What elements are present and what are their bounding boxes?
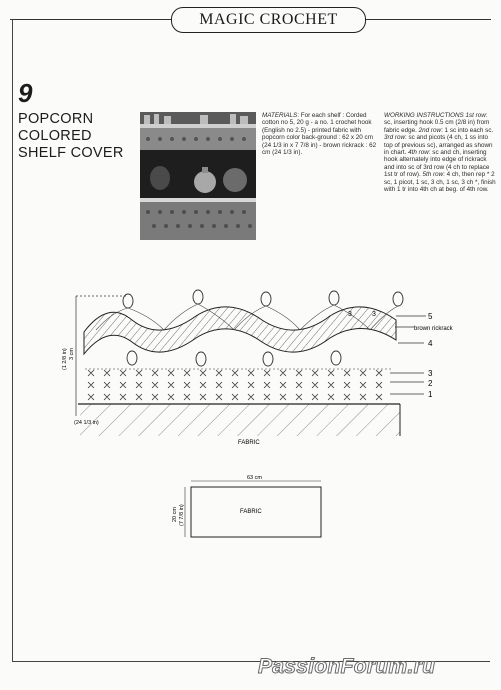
title-line: SHELF COVER bbox=[18, 145, 124, 161]
height-label-in: (1 2/8 in) bbox=[62, 348, 68, 370]
row-text: : 4 ch, then rep * 2 sc, 1 picot, 1 sc, 3 ch, 1 sc, 3 ch *, finish with 1 tr into 4th ch at beg. of 4th row. bbox=[384, 171, 496, 194]
row-number-2: 2 bbox=[428, 379, 433, 388]
row-text: : sc and ch, inserting hook alternately into edge of rickrack and into sc of 3rd row (4 ch to replace 1st tr of row). bbox=[384, 149, 490, 179]
title-line: POPCORN bbox=[18, 111, 94, 127]
row-label: 5th row bbox=[422, 171, 444, 179]
height-label-cm: 3 cm bbox=[69, 348, 75, 360]
row-number-3: 3 bbox=[428, 369, 433, 378]
row-number-4: 4 bbox=[428, 339, 433, 348]
row-number-1: 1 bbox=[428, 390, 433, 399]
row-number-5: 5 bbox=[428, 312, 433, 321]
picot-row5 bbox=[123, 290, 403, 308]
title-line: COLORED bbox=[18, 128, 92, 144]
fabric-height-in: (7 7/8 in) bbox=[179, 504, 185, 526]
row-label: 3rd row bbox=[384, 134, 405, 142]
chart-fabric-label: FABRIC bbox=[238, 440, 260, 446]
instructions-label: WORKING INSTRUCTIONS bbox=[384, 112, 464, 119]
row-text: : sc, inserting hook 0.5 cm (2/8 in) from fabric edge. bbox=[384, 112, 490, 134]
row-label: 4th row bbox=[408, 149, 429, 157]
row-3-label-right: 3 bbox=[372, 311, 376, 318]
header-title: MAGIC CROCHET bbox=[199, 11, 338, 28]
pattern-number: 9 bbox=[18, 78, 33, 108]
materials-body: : For each shelf : Corded cotton no 5, 20 g - a no. 1 crochet hook (English no 2.5) - printed fabric with popcorn color back-ground : 62 x 20 cm (24 1/3 in x 7 7/8 in) - brown rickrack : 62 cm (24 1/3 in). bbox=[262, 112, 377, 157]
sc-rows bbox=[88, 370, 382, 400]
watermark: PassionForum.ru bbox=[258, 655, 436, 678]
fabric-hatch bbox=[80, 404, 400, 436]
materials-label: MATERIALS bbox=[262, 112, 298, 119]
rickrack-label: brown rickrack bbox=[414, 326, 453, 332]
row-text: : sc and picots (4 ch, 1 ss into top of previous sc), arranged as shown in chart. bbox=[384, 134, 493, 157]
width-label: (24 1/3 in) bbox=[74, 420, 99, 426]
row-text: : 1 sc into each sc. bbox=[441, 126, 494, 134]
picot-row3 bbox=[127, 351, 341, 366]
fabric-rect-label: FABRIC bbox=[240, 509, 262, 515]
row-label: 1st row bbox=[465, 112, 486, 119]
row-3-label-left: 3 bbox=[348, 311, 352, 318]
fabric-height-cm: 20 cm bbox=[172, 507, 178, 522]
row-label: 2nd row bbox=[418, 126, 442, 134]
fabric-width-label: 63 cm bbox=[247, 475, 262, 481]
